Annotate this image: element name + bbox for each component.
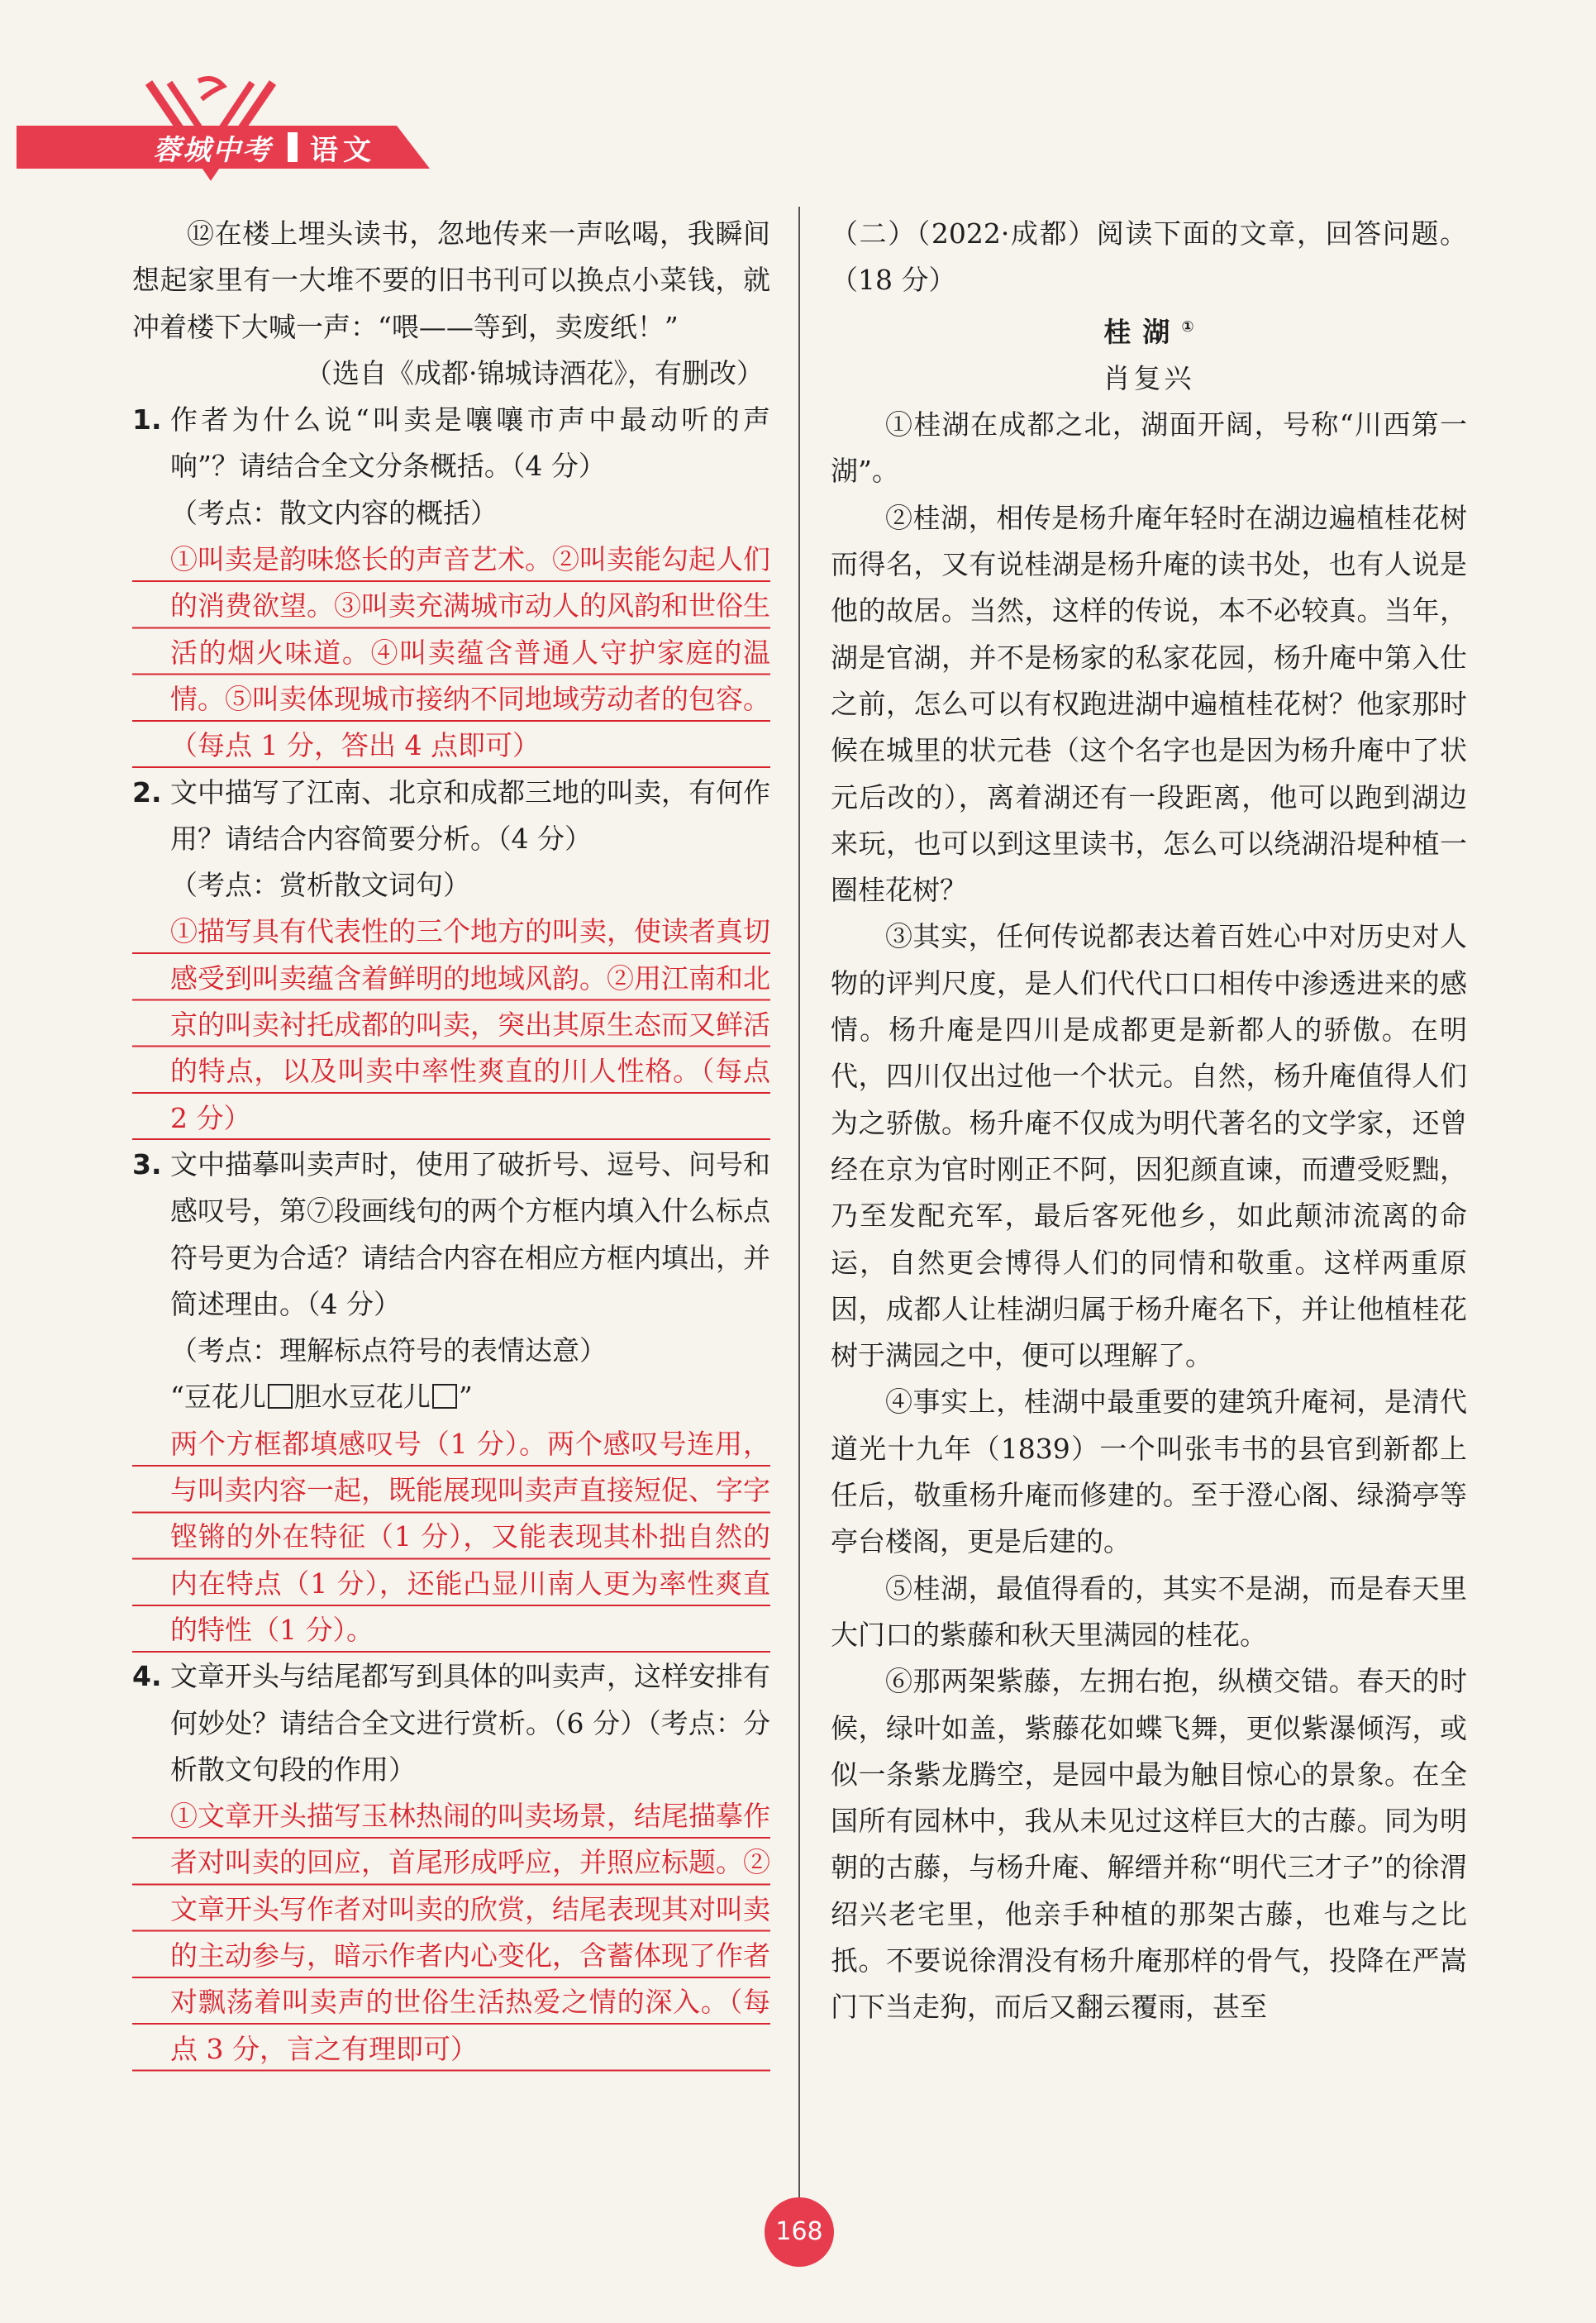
quoted-sentence: “豆花儿 胆水豆花儿 ” [170,1381,473,1414]
page-header [0,74,463,174]
right-column [831,211,1467,2031]
blank-box [432,1384,457,1409]
question-text: 作者为什么说“叫卖是嚷嚷市声中最动听的声响”？请结合全文分条概括。（4 分） [170,403,770,483]
answer-2: ①描写具有代表性的三个地方的叫卖，使读者真切感受到叫卖蕴含着鲜明的地域风韵。②用江南和北京的叫卖衬托成都的叫卖，突出其原生态而又鲜活的特点，以及叫卖中率性爽直的川人性格。（每点 2 分） [132,909,770,1141]
article-paragraph: ②桂湖，相传是杨升庵年轻时在湖边遍植桂花树而得名，又有说桂湖是杨升庵的读书处，也有人说是他的故居。当然，这样的传说，本不必较真。当年，湖是官湖，并不是杨家的私家花园，杨升庵中第入仕之前，怎么可以有权跑进湖中遍植桂花树？他家那时候在城里的状元巷（这个名字也是因为杨升庵中了状元后改的），离着湖还有一段距离，他可以跑到湖边来玩，也可以到这里读书，怎么可以绕湖沿堤种植一圈桂花树？ [831,501,1467,907]
question-number: 2. [132,775,162,809]
article-paragraph: ⑤桂湖，最值得看的，其实不是湖，而是春天里大门口的紫藤和秋天里满园的桂花。 [831,1572,1467,1651]
question-number: 4. [132,1660,162,1693]
answer-3: 两个方框都填感叹号（1 分）。两个感叹号连用，与叫卖内容一起，既能展现叫卖声直接短促、字字铿锵的外在特征（1 分），又能表现其朴拙自然的内在特点（1 分），还能凸显川南人更为率性爽直的特性（1 分）。 [132,1421,770,1653]
article-paragraph: ④事实上，桂湖中最重要的建筑升庵祠，是清代道光十九年（1839）一个叫张韦书的县官到新都上任后，敬重杨升庵而修建的。至于澄心阁、绿漪亭等亭台楼阁，更是后建的。 [831,1386,1467,1558]
exam-point: （考点：散文内容的概括） [170,496,498,529]
header-separator [288,132,298,162]
question-1 [132,397,770,490]
article-paragraph: ①桂湖在成都之北，湖面开阔，号称“川西第一湖”。 [831,408,1467,488]
column-divider [798,207,800,2199]
answer-1: ①叫卖是韵味悠长的声音艺术。②叫卖能勾起人们的消费欲望。③叫卖充满城市动人的风韵和世俗生活的烟火味道。④叫卖蕴含普通人守护家庭的温情。⑤叫卖体现城市接纳不同地域劳动者的包容。（每点 1 分，答出 4 点即可） [132,537,770,769]
exam-point: （考点：赏析散文词句） [170,869,470,902]
question-3 [132,1142,770,1328]
page-number: 168 [765,2197,834,2267]
article-author: 肖复兴 [1103,361,1195,394]
article-paragraph: ③其实，任何传说都表达着百姓心中对历史对人物的评判尺度，是人们代代口口相传中渗透进来的感情。杨升庵是四川是成都更是新都人的骄傲。在明代，四川仅出过他一个状元。自然，杨升庵值得人们为之骄傲。杨升庵不仅成为明代著名的文学家，还曾经在京为官时刚正不阿，因犯颜直谏，而遭受贬黜，乃至发配充军，最后客死他乡，如此颠沛流离的命运，自然更会博得人们的同情和敬重。这样两重原因，成都人让桂湖归属于杨升庵名下，并让他植桂花树于满园之中，便可以理解了。 [831,920,1467,1372]
subject-label: 语文 [310,134,376,167]
question-number: 1. [132,403,162,436]
article-title: 桂湖① [1103,315,1194,348]
article-paragraph: ⑥那两架紫藤，左拥右抱，纵横交错。春天的时候，绿叶如盖，紫藤花如蝶飞舞，更似紫瀑倾泻，或似一条紫龙腾空，是园中最为触目惊心的景象。在全国所有园林中，我从未见过这样巨大的古藤。同为明朝的古藤，与杨升庵、解缙并称“明代三才子”的徐渭绍兴老宅里，他亲手种植的那架古藤，也难与之比扺。不要说徐渭没有杨升庵那样的骨气，投降在严嵩门下当走狗，而后又翻云覆雨，甚至 [831,1665,1467,2024]
left-column [132,211,770,2073]
source-note: （选自《成都·锦城诗酒花》，有删改） [305,356,764,389]
exam-point: （考点：理解标点符号的表情达意） [170,1334,607,1367]
question-2 [132,770,770,863]
question-text: 文中描摹叫卖声时，使用了破折号、逗号、问号和感叹号，第⑦段画线句的两个方框内填入什么标点符号更为合适？请结合内容在相应方框内填出，并简述理由。（4 分） [170,1147,770,1320]
question-text: 文中描写了江南、北京和成都三地的叫卖，有何作用？请结合内容简要分析。（4 分） [170,775,770,855]
answer-4: ①文章开头描写玉林热闹的叫卖场景，结尾描摹作者对叫卖的回应，首尾形成呼应，并照应标题。②文章开头写作者对叫卖的欣赏，结尾表现其对叫卖的主动参与，暗示作者内心变化，含蓄体现了作者对飘荡着叫卖声的世俗生活热爱之情的深入。（每点 3 分，言之有理即可） [132,1793,770,2073]
question-number: 3. [132,1147,162,1181]
blank-box [268,1384,293,1409]
question-text: 文章开头与结尾都写到具体的叫卖声，这样安排有何妙处？请结合全文进行赏析。（6 分）（考点：分析散文句段的作用） [170,1660,770,1786]
footnote-marker: ① [1181,317,1194,336]
question-4 [132,1653,770,1793]
section-intro: （二）（2022·成都）阅读下面的文章，回答问题。（18 分） [831,217,1467,297]
paragraph-12: ⑫在楼上埋头读书，忽地传来一声吆喝，我瞬间想起家里有一大堆不要的旧书刊可以换点小菜钱，就冲着楼下大喊一声：“喂——等到，卖废纸！” [132,217,770,343]
brand-name: 蓉城中考 [153,134,272,167]
